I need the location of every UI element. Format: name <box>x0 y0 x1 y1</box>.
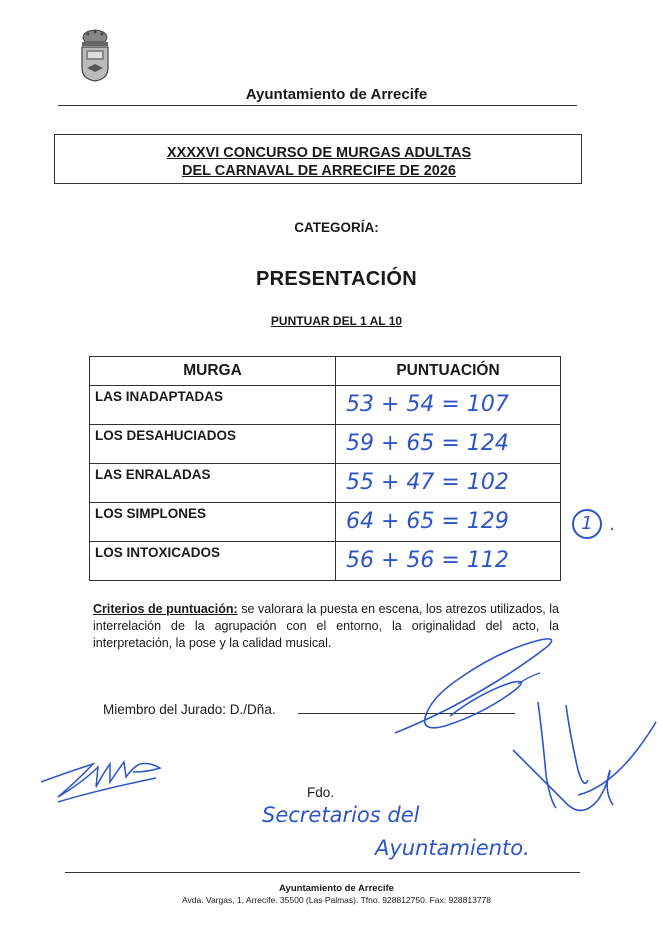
column-header-score: PUNTUACIÓN <box>336 357 561 386</box>
scores-table <box>89 356 561 581</box>
table-row <box>90 464 561 503</box>
handwritten-score: 59 + 65 = 124 <box>346 431 509 456</box>
criteria-lead: Criterios de puntuación: <box>93 602 238 616</box>
arrecife-coat-of-arms-icon <box>78 28 112 82</box>
table-row <box>90 503 561 542</box>
column-header-murga: MURGA <box>90 357 336 386</box>
murga-name: LAS ENRALADAS <box>90 464 336 503</box>
table-header-row <box>90 357 561 386</box>
table-row <box>90 542 561 581</box>
contest-title-line-1: XXXXVI CONCURSO DE MURGAS ADULTAS <box>166 145 472 161</box>
handwritten-score: 55 + 47 = 102 <box>346 470 509 495</box>
organization-title: Ayuntamiento de Arrecife <box>245 86 428 103</box>
handwritten-score: 53 + 54 = 107 <box>346 392 509 417</box>
signature-label: Fdo. <box>307 785 335 800</box>
score-cell <box>336 542 561 581</box>
murga-name: LOS INTOXICADOS <box>90 542 336 581</box>
table-row <box>90 386 561 425</box>
first-place-dot: . <box>610 514 616 535</box>
secretary-handwriting-line-1: Secretarios del <box>262 803 420 827</box>
footer-address: Avda. Vargas, 1, Arrecife. 35500 (Las Palmas). Tfno. 928812750. Fax: 928813778 <box>181 895 492 905</box>
secretary-signature-icon <box>38 742 168 812</box>
header-divider <box>58 105 577 106</box>
criteria-text: se valorara la puesta en escena, los atrezos utilizados, la interrelación de la agrupación con el entorno, la originalidad del acto, la interpretación, la pose y la calidad musical. <box>93 602 559 650</box>
category-label: CATEGORÍA: <box>294 220 379 235</box>
score-cell <box>336 503 561 542</box>
score-range-instruction: PUNTUAR DEL 1 AL 10 <box>270 314 403 328</box>
first-place-mark: 1 <box>572 509 602 539</box>
handwritten-score: 56 + 56 = 112 <box>346 548 509 573</box>
category-value: PRESENTACIÓN <box>255 268 418 290</box>
score-cell <box>336 425 561 464</box>
footer-divider <box>65 872 580 873</box>
score-cell <box>336 386 561 425</box>
murga-name: LAS INADAPTADAS <box>90 386 336 425</box>
score-cell <box>336 464 561 503</box>
contest-title-line-2: DEL CARNAVAL DE ARRECIFE DE 2026 <box>182 163 456 179</box>
juror-label: Miembro del Jurado: D./Dña. <box>103 702 276 717</box>
murga-name: LOS DESAHUCIADOS <box>90 425 336 464</box>
secretary-handwriting-line-2: Ayuntamiento. <box>375 836 530 860</box>
handwritten-score: 64 + 65 = 129 <box>346 509 509 534</box>
contest-title-box <box>54 134 582 184</box>
footer-organization: Ayuntamiento de Arrecife <box>279 883 394 894</box>
murga-name: LOS SIMPLONES <box>90 503 336 542</box>
official-signature-icon <box>508 700 658 830</box>
table-row <box>90 425 561 464</box>
